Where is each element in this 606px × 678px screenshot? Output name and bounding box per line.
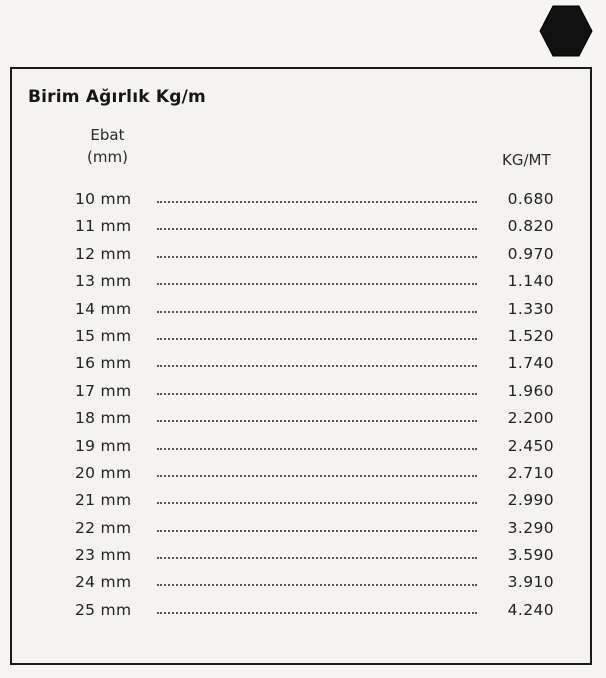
table-row <box>12 487 590 514</box>
table-row <box>12 542 590 569</box>
dot-leader <box>157 311 477 313</box>
row-size: 14 mm <box>75 299 132 318</box>
dot-leader <box>157 201 477 203</box>
dot-leader <box>157 475 477 477</box>
dot-leader <box>157 256 477 258</box>
table-row <box>12 378 590 405</box>
row-weight-value: 1.740 <box>507 354 554 373</box>
row-size: 21 mm <box>75 491 132 510</box>
size-header-unit: (mm) <box>87 148 128 166</box>
table-rows <box>12 186 590 624</box>
dot-leader <box>157 584 477 586</box>
dot-leader <box>157 530 477 532</box>
row-weight-value: 2.450 <box>507 436 554 455</box>
row-weight-value: 3.290 <box>507 518 554 537</box>
row-size: 25 mm <box>75 600 132 619</box>
table-row <box>12 405 590 432</box>
row-size: 23 mm <box>75 546 132 565</box>
table-title: Birim Ağırlık Kg/m <box>28 87 206 107</box>
dot-leader <box>157 228 477 230</box>
table-row <box>12 213 590 240</box>
dot-leader <box>157 283 477 285</box>
table-row <box>12 268 590 295</box>
row-size: 24 mm <box>75 573 132 592</box>
dot-leader <box>157 365 477 367</box>
dot-leader <box>157 448 477 450</box>
row-size: 12 mm <box>75 244 132 263</box>
row-weight-value: 4.240 <box>507 600 554 619</box>
row-size: 20 mm <box>75 463 132 482</box>
dot-leader <box>157 420 477 422</box>
row-size: 19 mm <box>75 436 132 455</box>
unit-column-header: KG/MT <box>502 151 551 169</box>
table-row <box>12 323 590 350</box>
dot-leader <box>157 338 477 340</box>
row-weight-value: 0.970 <box>507 244 554 263</box>
row-size: 18 mm <box>75 409 132 428</box>
weight-table-panel <box>10 67 592 665</box>
row-size: 16 mm <box>75 354 132 373</box>
row-weight-value: 1.960 <box>507 381 554 400</box>
row-weight-value: 1.520 <box>507 326 554 345</box>
row-size: 11 mm <box>75 217 132 236</box>
row-weight-value: 2.710 <box>507 463 554 482</box>
table-row <box>12 515 590 542</box>
row-weight-value: 2.200 <box>507 409 554 428</box>
row-weight-value: 1.330 <box>507 299 554 318</box>
table-row <box>12 350 590 377</box>
row-weight-value: 1.140 <box>507 272 554 291</box>
table-row <box>12 569 590 596</box>
row-weight-value: 2.990 <box>507 491 554 510</box>
row-weight-value: 0.820 <box>507 217 554 236</box>
row-weight-value: 3.590 <box>507 546 554 565</box>
dot-leader <box>157 502 477 504</box>
row-size: 17 mm <box>75 381 132 400</box>
table-row <box>12 597 590 624</box>
row-size: 15 mm <box>75 326 132 345</box>
table-row <box>12 433 590 460</box>
row-weight-value: 0.680 <box>507 190 554 208</box>
row-size: 22 mm <box>75 518 132 537</box>
table-row <box>12 186 590 213</box>
dot-leader <box>157 557 477 559</box>
hexagon-icon <box>538 4 594 58</box>
dot-leader <box>157 393 477 395</box>
table-row <box>12 296 590 323</box>
dot-leader <box>157 612 477 614</box>
table-row <box>12 241 590 268</box>
size-column-header <box>87 124 128 168</box>
size-header-label: Ebat <box>90 126 125 144</box>
row-size: 10 mm <box>75 190 132 208</box>
row-weight-value: 3.910 <box>507 573 554 592</box>
row-size: 13 mm <box>75 272 132 291</box>
table-row <box>12 460 590 487</box>
